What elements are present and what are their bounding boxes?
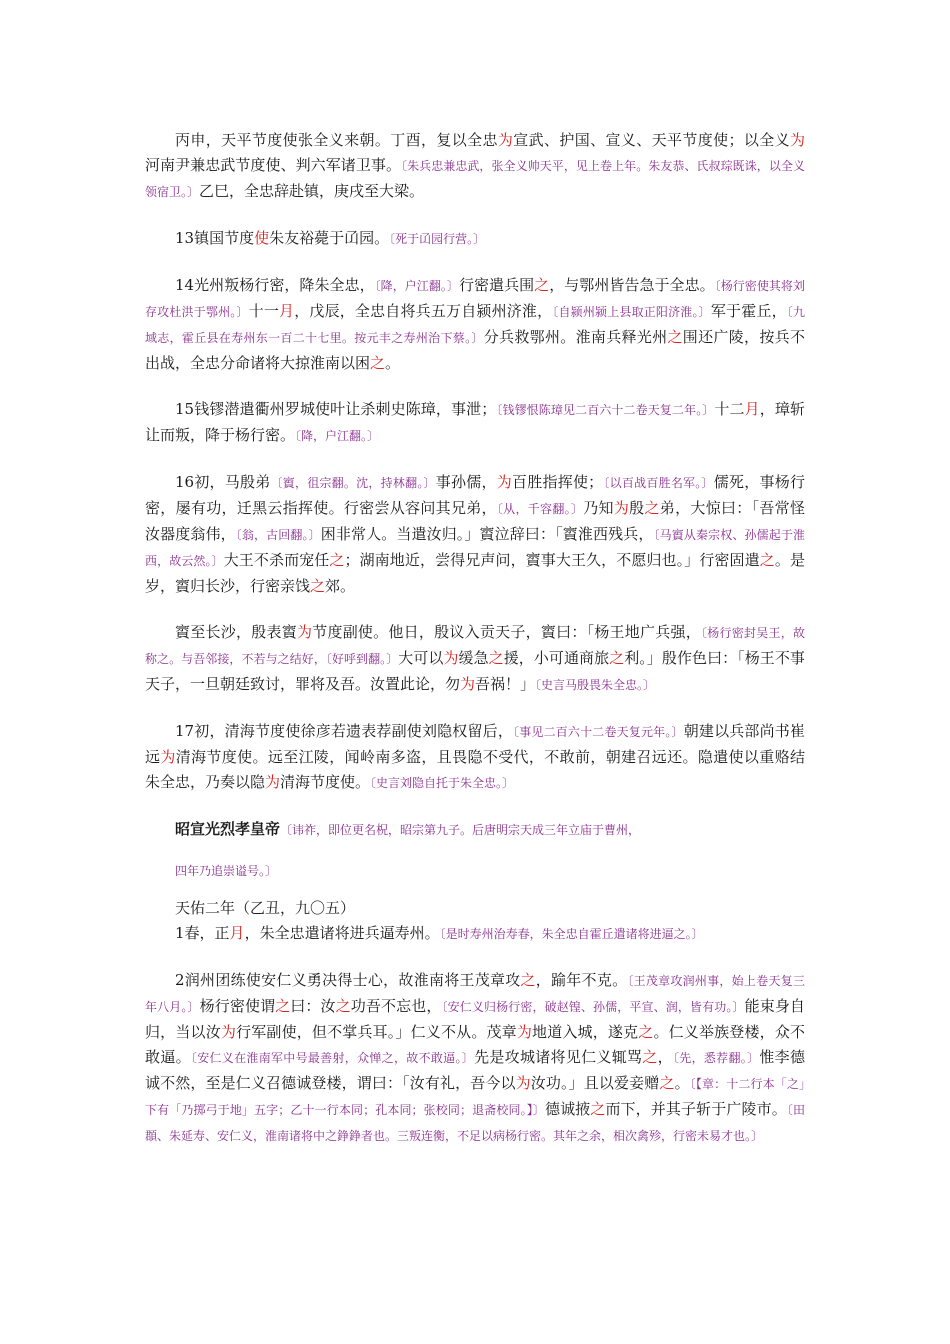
- highlighted-char: 月: [279, 302, 295, 320]
- text-run: 2润州团练使安仁义勇决得士心，故淮南将王茂章攻: [175, 971, 521, 989]
- text-run: 乙巳，全忠辞赴镇，庚戌至大梁。: [199, 182, 425, 200]
- text-run: 十一: [248, 302, 280, 320]
- text-run: 汝功。」且以爱妾赠: [530, 1074, 660, 1092]
- year-heading: 天佑二年（乙丑，九〇五）: [175, 899, 356, 917]
- commentary-note: 〔安仁义在淮南军中号最善射，众惮之，故不敢逼。〕: [190, 1051, 475, 1065]
- text-run: 杨行密使谓: [199, 997, 276, 1015]
- highlighted-char: 之: [642, 1048, 658, 1066]
- text-run: 大可以: [398, 649, 444, 667]
- text-run: 殷: [629, 499, 645, 517]
- paragraph-p-17: [145, 719, 805, 796]
- highlighted-char: 之: [520, 971, 536, 989]
- text-run: 。仁义举族登楼，众不敢逼。: [145, 1023, 805, 1066]
- text-run: 丙申，天平节度使张全义来朝。丁酉，复以全忠: [175, 131, 498, 149]
- paragraph-p-15: [145, 397, 805, 449]
- emperor-note-continued: 四年乃追崇谥号。〕: [175, 864, 278, 878]
- commentary-note: 〔九域志，霍丘县在寿州东一百二十七里。按元丰之寿州治下蔡。〕: [145, 305, 805, 345]
- text-run: 。: [385, 354, 401, 372]
- text-run: 利。」殷作色曰：「杨王不事天子，一旦朝廷致讨，罪将及吾。汝置此论，勿: [145, 649, 805, 693]
- highlighted-char: 之: [659, 1074, 675, 1092]
- text-run: 朝建以兵部尚书崔远: [145, 722, 805, 766]
- commentary-note: 〔田頵、朱延寿、安仁义，淮南诸将中之錚錚者也。三叛连衡，不足以病杨行密。其年之余，相次禽殄，行密未易才也。〕: [145, 1103, 805, 1143]
- text-run: 儒死，事杨行密，屡有功，迁黑云指挥使。行密尝从容问其兄弟，: [145, 473, 805, 517]
- highlighted-char: 为: [220, 1023, 237, 1041]
- text-run: 17初，清海节度使徐彦若遗表荐副使刘隐权留后，: [175, 722, 514, 740]
- paragraph-p-16b: [145, 620, 805, 698]
- highlighted-char: 之: [644, 499, 660, 517]
- paragraph-p-y1: [145, 921, 805, 947]
- text-run: ，朱全忠遣诸将进兵逼寿州。: [244, 924, 440, 942]
- text-run: 。: [674, 1074, 690, 1092]
- highlighted-char: 为: [460, 675, 476, 693]
- text-run: 清海节度使。远至江陵，闻岭南多盗，且畏隐不受代，不敢前，朝建召远还。隐遣使以重赂结朱全忠，乃奏以隐: [145, 748, 805, 791]
- text-run: ；湖南地近，尝得兄声问，賨事大王久，不愿归也。」行密固遣: [344, 551, 760, 569]
- text-run: 吾祸！」: [475, 675, 536, 693]
- highlighted-char: 为: [789, 131, 805, 149]
- text-run: 乃知: [583, 499, 614, 517]
- text-run: 围还广陵，按兵不出战，全忠分命诸将大掠淮南以困: [145, 328, 805, 372]
- highlighted-char: 为: [515, 1074, 531, 1092]
- highlighted-char: 之: [759, 551, 775, 569]
- commentary-note: 〔钱镠恨陈璋见二百六十二卷天复二年。〕: [496, 403, 715, 417]
- section-tianyou: [145, 921, 805, 1149]
- text-run: ，璋斩让而叛，降于杨行密。: [145, 400, 805, 444]
- text-run: 宣武、护国、宣义、天平节度使；以全义: [513, 131, 790, 149]
- text-run: 惟李德诚不然，至是仁义召德诚登楼，谓曰：「汝有礼，吾今以: [145, 1048, 805, 1092]
- text-run: ，: [657, 1048, 673, 1066]
- text-run: 困非常人。当遣汝归。」賨泣辞曰：「賨淮西残兵，: [320, 525, 654, 543]
- commentary-note: 〔死于𠙶园行营。〕: [389, 232, 486, 246]
- text-run: ，踰年不克。: [535, 971, 628, 989]
- text-run: ，与鄂州皆告急于全忠。: [549, 276, 715, 294]
- text-run: 德诚掖: [544, 1100, 591, 1118]
- commentary-note: 〔马賨从秦宗权、孙儒起于淮西，故云然。〕: [145, 528, 805, 568]
- highlighted-char: 之: [534, 276, 550, 294]
- highlighted-char: 之: [667, 328, 683, 346]
- text-run: 功吾不忘也，: [350, 997, 442, 1015]
- paragraph-p-y2: [145, 968, 805, 1149]
- document-page: [145, 128, 805, 1170]
- commentary-note: 〔是时寿州治寿春，朱全忠自霍丘遣诸将进逼之。〕: [439, 927, 704, 941]
- highlighted-char: 月: [229, 924, 245, 942]
- paragraph-p-bingshen: [145, 128, 805, 205]
- paragraph-p-13: [145, 226, 805, 252]
- highlighted-char: 之: [275, 997, 291, 1015]
- text-run: 百胜指挥使；: [512, 473, 604, 491]
- commentary-note: 〔史言马殷畏朱全忠。〕: [535, 678, 656, 692]
- text-run: 分兵救鄂州。淮南兵释光州: [483, 328, 668, 346]
- text-run: 十二: [714, 400, 745, 418]
- text-run: 行密遣兵围: [458, 276, 535, 294]
- commentary-note: 〔安仁义归杨行密，破赵锽、孙儒，平宣、润，皆有功。〕: [441, 1000, 745, 1014]
- text-run: 曰：汝: [290, 997, 336, 1015]
- text-run: 先是攻城诸将见仁义辄骂: [474, 1048, 643, 1066]
- commentary-note: 〔杨行密使其将刘存攻杜洪于鄂州。〕: [145, 279, 805, 319]
- commentary-note: 〔【章：十二行本「之」下有「乃掷弓于地」五字；乙十一行本同；孔本同；张校同；退斋校同。】〕: [145, 1077, 805, 1117]
- highlighted-char: 之: [638, 1023, 654, 1041]
- highlighted-char: 为: [496, 473, 512, 491]
- text-run: 15钱镠潜遣衢州罗城使叶让杀刺史陈璋，事泄；: [175, 400, 497, 418]
- text-run: 14光州叛杨行密，降朱全忠，: [175, 276, 375, 294]
- highlighted-char: 使: [254, 229, 270, 247]
- highlighted-char: 为: [497, 131, 514, 149]
- commentary-note: 〔翁，古回翻。〕: [235, 528, 321, 542]
- emperor-title-line: [145, 817, 805, 843]
- highlighted-char: 之: [329, 551, 345, 569]
- commentary-note: 〔降，户江翻。〕: [295, 429, 380, 443]
- text-run: 地道入城，遂克: [532, 1023, 639, 1041]
- paragraph-p-14: [145, 273, 805, 376]
- paragraph-p-16: [145, 470, 805, 599]
- commentary-note: 〔杨行密封吴王，故称之。与吾邻接，不若与之结好，〔好呼到翻。〕: [145, 626, 805, 666]
- text-run: 賨至长沙，殷表賨: [175, 623, 297, 641]
- commentary-note: 〔事见二百六十二卷天复元年。〕: [513, 725, 684, 739]
- commentary-note: 〔先，悉荐翻。〕: [672, 1051, 760, 1065]
- highlighted-char: 之: [609, 649, 625, 667]
- highlighted-char: 之: [310, 577, 326, 595]
- text-run: 16初，马殷弟: [175, 473, 271, 491]
- text-run: 河南尹兼忠武节度使、判六军诸卫事。: [145, 156, 402, 174]
- text-run: 大王不杀而宠任: [223, 551, 330, 569]
- text-run: 而下，并其子斩于广陵市。: [605, 1100, 787, 1118]
- text-run: 军于霍丘，: [710, 302, 787, 320]
- highlighted-char: 为: [160, 748, 176, 766]
- text-run: ，戊辰，全忠自将兵五万自颍州济淮，: [294, 302, 553, 320]
- commentary-note: 〔从，千容翻。〕: [496, 502, 584, 516]
- highlighted-char: 为: [296, 623, 313, 641]
- highlighted-char: 之: [335, 997, 351, 1015]
- text-run: 能束身自归，当以汝: [145, 997, 805, 1041]
- text-run: 弟，大惊曰：「吾常怪汝器度翁伟，: [145, 499, 805, 543]
- text-run: 郊。: [325, 577, 356, 595]
- highlighted-char: 为: [613, 499, 630, 517]
- commentary-note: 〔降，户江翻。〕: [374, 279, 459, 293]
- highlighted-char: 月: [744, 400, 760, 418]
- commentary-note: 〔賨，徂宗翻。沈，持林翻。〕: [270, 476, 436, 490]
- text-run: 清海节度使。: [280, 773, 371, 791]
- emperor-name: 昭宣光烈孝皇帝: [175, 820, 281, 838]
- text-run: 13镇国节度: [175, 229, 255, 247]
- highlighted-char: 之: [590, 1100, 606, 1118]
- highlighted-char: 之: [370, 354, 386, 372]
- highlighted-char: 之: [488, 649, 504, 667]
- text-run: 行军副使，但不掌兵耳。」仁义不从。茂章: [236, 1023, 517, 1041]
- highlighted-char: 为: [265, 773, 281, 791]
- commentary-note: 〔以百战百胜名军。〕: [603, 476, 714, 490]
- text-run: 事孙儒，: [435, 473, 497, 491]
- text-run: 。是岁，賨归长沙，行密亲饯: [145, 551, 805, 595]
- highlighted-char: 为: [516, 1023, 533, 1041]
- section-tianfu: [145, 128, 805, 796]
- commentary-note: 〔自颍州颍上县取正阳济淮。〕: [552, 305, 711, 319]
- text-run: 1春，正: [175, 924, 230, 942]
- commentary-note: 〔王茂章攻润州事，始上卷天复三年八月。〕: [145, 974, 805, 1014]
- text-run: 朱友裕薨于𠙶园。: [269, 229, 390, 247]
- commentary-note: 〔朱兵忠兼忠武，张全义帅天平，见上卷上年。朱友恭、氏叔琮既诛，以全义领宿卫。〕: [145, 159, 805, 199]
- text-run: 援，小可通商旅: [503, 649, 610, 667]
- commentary-note: 〔史言刘隐自托于朱全忠。〕: [370, 776, 515, 790]
- emperor-note: 〔讳祚，即位更名柷，昭宗第九子。后唐明宗天成三年立庙于曹州，: [280, 823, 641, 837]
- text-run: 缓急: [458, 649, 489, 667]
- text-run: 节度副使。他日，殷议入贡天子，賨曰：「杨王地广兵强，: [312, 623, 702, 641]
- highlighted-char: 为: [443, 649, 459, 667]
